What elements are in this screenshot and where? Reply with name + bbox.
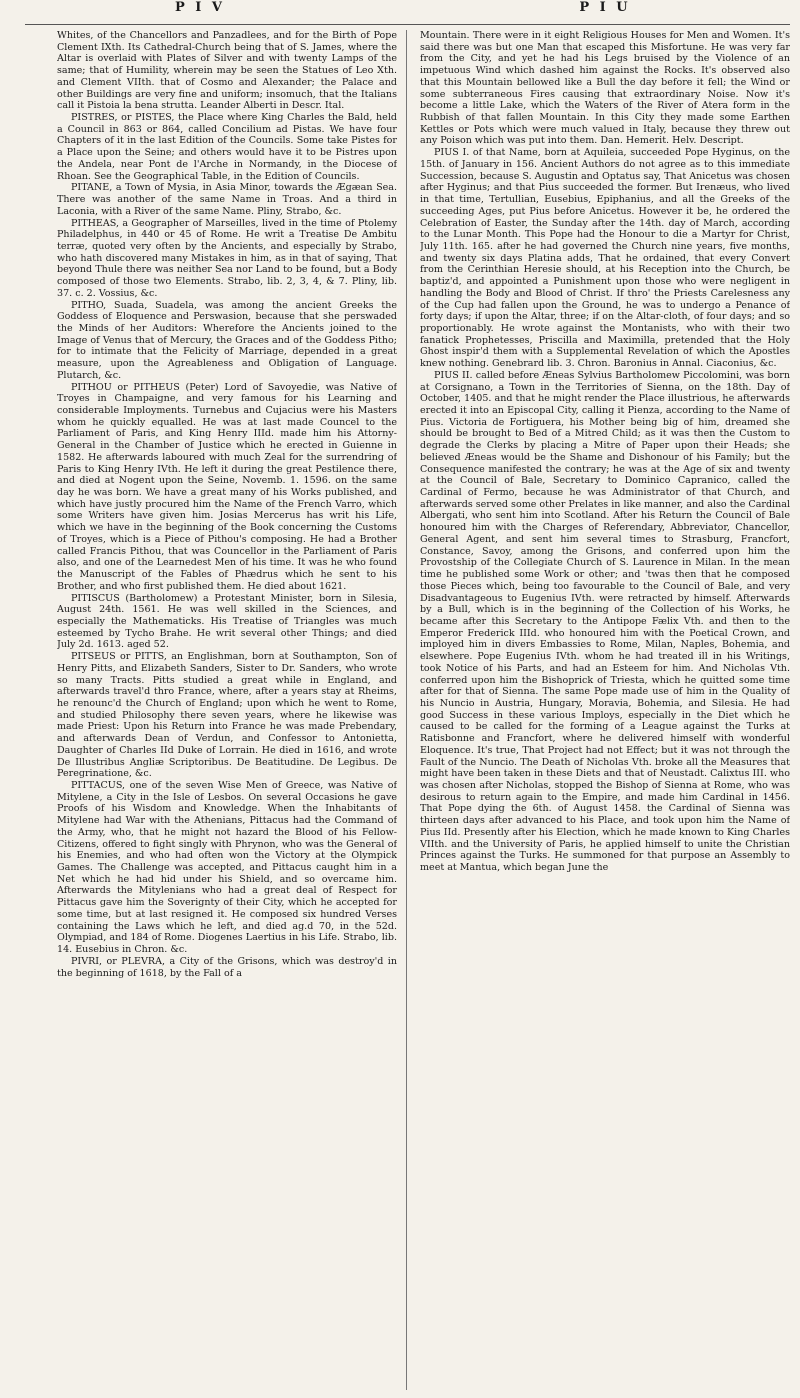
entry-pivri-continued: Mountain. There were in it eight Religious Houses for Men and Women. It's said there was but one Man that escaped this Misfortune. He was very far from the City, and yet he had his Legs bruised by the Violence of an impetuous Wind which dashed him against the Rocks. It's observed also that this Mountain bellowed like a Bull the day before it fell; the Wind or some subterraneous Fires causing that extraordinary Noise. Now it's become a little Lake, which the Waters of the River of Atera form in the Rubbish of that fallen Mountain. In this City they made some Earthen Kettles or Pots which were much valued in Italy, because they threw out any Poison which was put into them. Dan. Hemerit. Helv. Descript. [420,30,790,147]
entry-pitane: PITANE, a Town of Mysia, in Asia Minor, towards the Ægæan Sea. There was another of the same Name in Troas. And a third in Laconia, with a River of the same Name. Pliny, Strabo, &c. [57,182,397,217]
entry-pitheas: PITHEAS, a Geographer of Marseilles, lived in the time of Ptolemy Philadelphus, in 440 or 45 of Rome. He writ a Treatise De Ambitu terræ, quoted very often by the Ancients, and especially by Strabo, who hath discovered many Mistakes in him, as in that of saying, That beyond Thule there was neither Sea nor Land to be found, but a Body composed of those two Elements. Strabo, lib. 2, 3, 4, & 7. Pliny, lib. 37. c. 2. Vossius, &c. [57,217,397,299]
column-divider [406,30,407,1390]
right-column [420,30,790,1390]
entry-pius-ii: PIUS II. called before Æneas Sylvius Bartholomew Piccolomini, was born at Corsignano, a Town in the Territories of Sienna, on the 18th. Day of October, 1405. and that he might render the Place illustrious, he afterwards erected it into an Episcopal City, calling it Pienza, according to the Name of Pius. Victoria de Fortiguera, his Mother being big of him, dreamed she should be brought to Bed of a Mitred Child; as it was then the Custom to degrade the Clerks by placing a Mitre of Paper upon their Heads; she believed Æneas would be the Shame and Dishonour of his Family; but the Consequence manifested the contrary; he was at the Age of six and twenty at the Council of Bale, Secretary to Dominico Capranico, called the Cardinal of Fermo, because he was Administrator of that Church, and afterwards served some other Prelates in like manner, and also the Cardinal Albergati, who sent him into Scotland. After his Return the Council of Bale honoured him with the Charges of Referendary, Abbreviator, Chancellor, General Agent, and sent him several times to Strasburg, Francfort, Constance, Savoy, among the Grisons, and conferred upon him the Provostship of the Collegiate Church of S. Laurence in Milan. In the mean time he published some Work or other; and 'twas then that he composed those Pieces which, being too favourable to the Council of Bale, and very Disadvantageous to Eugenius IVth. were retracted by himself. Afterwards by a Bull, which is in the beginning of the Collection of his Works, he became after this Secretary to the Antipope Fælix Vth. and then to the Emperor Frederick IIId. who honoured him with the Poetical Crown, and imployed him in divers Embassies to Rome, Milan, Naples, Bohemia, and elsewhere. Pope Eugenius IVth. whom he had treated ill in his Writings, took Notice of his Parts, and had an Esteem for him. And Nicholas Vth. conferred upon him the Bishoprick of Triesta, which he quitted some time after for that of Sienna. The same Pope made use of him in the Quality of his Nuncio in Austria, Hungary, Moravia, Bohemia, and Silesia. He had good Success in these various Imploys, especially in the Diet which he caused to be called for the forming of a League against the Turks at Ratisbonne and Francfort, where he delivered himself with wonderful Eloquence. It's true, That Project had not Effect; but it was not through the Fault of the Nuncio. The Death of Nicholas Vth. broke all the Measures that might have been taken in these Diets and that of Neustadt. Calixtus III. who was chosen after Nicholas, stopped the Bishop of Sienna at Rome, who was desirous to return again to the Empire, and made him Cardinal in 1456. That Pope dying the 6th. of August 1458. the Cardinal of Sienna was thirteen days after advanced to his Place, and took upon him the Name of Pius IId. Presently after his Election, which he made known to King Charles VIIth. and the University of Paris, he applied himself to unite the Christian Princes against the Turks. He summoned for that purpose an Assembly to meet at Mantua, which began June the [420,369,790,874]
entry-pius-i: PIUS I. of that Name, born at Aquileia, succeeded Pope Hyginus, on the 15th. of January in 156. Ancient Authors do not agree as to this immediate Succession, because S. Augustin and Optatus say, That Anicetus was chosen after Hyginus; and that Pius succeeded the former. But Irenæus, who lived in that time, Tertullian, Eusebius, Epiphanius, and all the Greeks of the succeeding Ages, put Pius before Anicetus. However it be, he ordered the Celebration of Easter, the Sunday after the 14th. day of March, according to the Lunar Month. This Pope had the Honour to die a Martyr for Christ, July 11th. 165. after he had governed the Church nine years, five months, and twenty six days Platina adds, That he ordained, that every Convert from the Cerinthian Heresie should, at his Reception into the Church, be baptiz'd, and appointed a Punishment upon those who were negligent in handling the Body and Blood of Christ. If thro' the Priests Carelesness any of the Cup had fallen upon the Ground, he was to undergo a Penance of forty days; if upon the Altar, three; if on the Altar-cloth, of four days; and so proportionably. He wrote against the Montanists, who with their two fanatick Prophetesses, Priscilla and Maximilla, pretended that the Holy Ghost inspir'd them with a Supplemental Revelation of which the Apostles knew nothing. Genebrard lib. 3. Chron. Baronius in Annal. Ciaconius, &c. [420,147,790,370]
entry-pittacus: PITTACUS, one of the seven Wise Men of Greece, was Native of Mitylene, a City in the Isle of Lesbos. On several Occasions he gave Proofs of his Wisdom and Knowledge. When the Inhabitants of Mitylene had War with the Athenians, Pittacus had the Command of the Army, who, that he might not hazard the Blood of his Fellow-Citizens, offered to fight singly with Phrynon, who was the General of his Enemies, and who had often won the Victory at the Olympick Games. The Challenge was accepted, and Pittacus caught him in a Net which he had hid under his Shield, and so overcame him. Afterwards the Mitylenians who had a great deal of Respect for Pittacus gave him the Soverignty of their City, which he accepted for some time, but at last resigned it. He composed six hundred Verses containing the Laws which he left, and died ag.d 70, in the 52d. Olympiad, and 184 of Rome. Diogenes Laertius in his Life. Strabo, lib. 14. Eusebius in Chron. &c. [57,780,397,956]
entry-pivri: PIVRI, or PLEVRA, a City of the Grisons, which was destroy'd in the beginning of 1618, by the Fall of a [57,955,397,979]
entry-pitseus: PITSEUS or PITTS, an Englishman, born at Southampton, Son of Henry Pitts, and Elizabeth Sanders, Sister to Dr. Sanders, who wrote so many Tracts. Pitts studied a great while in England, and afterwards travel'd thro France, where, after a years stay at Rheims, he renounc'd the Church of England; upon which he went to Rome, and studied Philosophy there seven years, where he likewise was made Priest: Upon his Return into France he was made Prebendary, and afterwards Dean of Verdun, and Confessor to Antonietta, Daughter of Charles IId Duke of Lorrain. He died in 1616, and wrote De Illustribus Angliæ Scriptoribus. De Beatitudine. De Legibus. De Peregrinatione, &c. [57,651,397,780]
running-head-left: P I V [175,0,225,15]
entry-pistres: PISTRES, or PISTES, the Place where King Charles the Bald, held a Council in 863 or 864, called Concilium ad Pistas. We have four Chapters of it in the last Edition of the Councils. Some take Pistes for a Place upon the Seine; and others would have it to be Pistres upon the Andela, near Pont de l'Arche in Normandy, in the Diocese of Rhoan. See the Geographical Table, in the Edition of Councils. [57,112,397,182]
entry-pitiscus: PITISCUS (Bartholomew) a Protestant Minister, born in Silesia, August 24th. 1561. He was well skilled in the Sciences, and especially the Mathematicks. His Treatise of Triangles was much esteemed by Tycho Brahe. He writ several other Things; and died July 2d. 1613. aged 52. [57,592,397,651]
header-rule [25,24,790,25]
entry-pistoia: Whites, of the Chancellors and Panzadlees, and for the Birth of Pope Clement IXth. Its Cathedral-Church being that of S. James, where the Altar is overlaid with Plates of Silver and with twenty Lamps of the same; that of Humility, wherein may be seen the Statues of Leo Xth. and Clement VIIth. that of Cosmo and Alexander; the Palace and other Buildings are very fine and uniform; insomuch, that the Italians call it Pistoia la bena strutta. Leander Alberti in Descr. Ital. [57,30,397,112]
entry-pithou: PITHOU or PITHEUS (Peter) Lord of Savoyedie, was Native of Troyes in Champaigne, and very famous for his Learning and considerable Imployments. Turnebus and Cujacius were his Masters whom he quickly equalled. He was at last made Councel to the Parliament of Paris, and King Henry IIId. made him his Attorny-General in the Chamber of Justice which he erected in Guienne in 1582. He afterwards laboured with much Zeal for the surrendring of Paris to King Henry IVth. He left it during the great Pestilence there, and died at Nogent upon the Seine, Novemb. 1. 1596. on the same day he was born. We have a great many of his Works published, and which have justly procured him the Name of the French Varro, which some Writers have given him. Josias Mercerus has writ his Life, which we have in the beginning of the Book concerning the Customs of Troyes, which is a Piece of Pithou's composing. He had a Brother called Francis Pithou, that was Councellor in the Parliament of Paris also, and one of the Learnedest Men of his time. It was he who found the Manuscript of the Fables of Phædrus which he sent to his Brother, and who first published them. He died about 1621. [57,381,397,592]
entry-pitho: PITHO, Suada, Suadela, was among the ancient Greeks the Goddess of Eloquence and Perswasion, because that she perswaded the Minds of her Auditors: Wherefore the Ancients joined to the Image of Venus that of Mercury, the Graces and of the Goddess Pitho; for to intimate that the Felicity of Marriage, depended in a great measure, upon the Agreableness and Obligation of Language. Plutarch, &c. [57,299,397,381]
left-column [57,30,397,1390]
running-head-right: P I U [579,0,631,15]
